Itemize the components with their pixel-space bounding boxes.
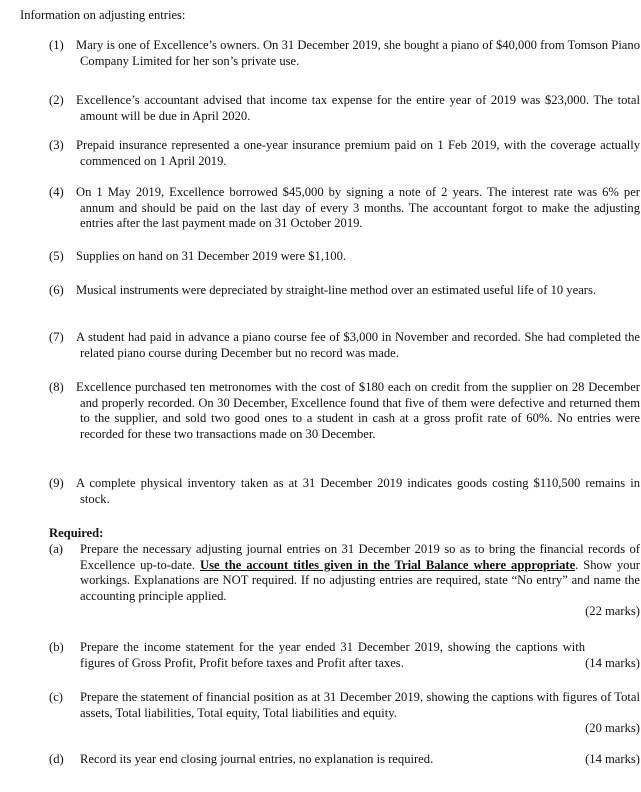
requirement-a xyxy=(49,542,640,620)
entry-text: Supplies on hand on 31 December 2019 were $1,100. xyxy=(76,249,347,263)
requirement-label: (d) xyxy=(49,752,64,766)
required-heading: Required: xyxy=(49,526,104,540)
requirement-text-cont: . Show your workings. Explanations are NOT required. If no adjusting entries are required, state “No entry” and name the accounting principle applied. xyxy=(80,557,640,603)
requirement-marks: (14 marks) xyxy=(585,655,640,670)
requirement-marks: (20 marks) xyxy=(585,721,640,735)
requirement-label: (a) xyxy=(49,542,63,556)
entry-number: (3) xyxy=(49,138,64,152)
adjusting-entry-2 xyxy=(49,93,640,124)
requirement-d xyxy=(49,752,640,768)
entry-number: (4) xyxy=(49,185,64,199)
requirement-c xyxy=(49,690,640,737)
entry-text: A student had paid in advance a piano course fee of $3,000 in November and recorded. She had completed the related piano course during December but no record was made. xyxy=(76,330,640,360)
entry-number: (7) xyxy=(49,330,64,344)
requirement-marks: (22 marks) xyxy=(585,604,640,618)
entry-text: Musical instruments were depreciated by straight-line method over an estimated useful life of 10 years. xyxy=(76,283,597,297)
entry-text: Excellence purchased ten metronomes with the cost of $180 each on credit from the supplier on 28 December and properly recorded. On 30 December, Excellence found that five of them were defective and returned them to the supplier, and sold two good ones to a student in cash at a gross profit rate of 60%. No entries were recorded for these two transactions made on 30 December. xyxy=(76,380,640,441)
entry-text: Excellence’s accountant advised that income tax expense for the entire year of 2019 was $23,000. The total amount will be due in April 2020. xyxy=(76,93,640,123)
entry-number: (1) xyxy=(49,38,64,52)
entry-number: (6) xyxy=(49,283,64,297)
entry-number: (9) xyxy=(49,476,64,490)
adjusting-entry-8 xyxy=(49,380,640,442)
requirement-text: Prepare the necessary adjusting journal entries on 31 December 2019 so as to bring the financial records of Excellence up-to-date. xyxy=(80,542,640,572)
entry-text: A complete physical inventory taken as at 31 December 2019 indicates goods costing $110,500 remains in stock. xyxy=(76,476,640,506)
requirement-emphasis: Use the account titles given in the Trial Balance where appropriate xyxy=(200,557,576,572)
requirement-text: Prepare the income statement for the year ended 31 December 2019, showing the captions with figures of Gross Profit, Profit before taxes and Profit after taxes. xyxy=(80,640,586,670)
requirement-text: Record its year end closing journal entries, no explanation is required. xyxy=(80,752,434,766)
entry-text: Prepaid insurance represented a one-year insurance premium paid on 1 Feb 2019, with the coverage actually commenced on 1 April 2019. xyxy=(76,138,640,168)
requirement-label: (c) xyxy=(49,690,63,704)
requirement-b xyxy=(49,640,640,671)
adjusting-entry-9 xyxy=(49,476,640,507)
entry-number: (2) xyxy=(49,93,64,107)
requirement-label: (b) xyxy=(49,640,64,654)
requirement-text: Prepare the statement of financial position as at 31 December 2019, showing the captions with figures of Total assets, Total liabilities, Total equity, Total liabilities and equity. xyxy=(80,690,640,720)
adjusting-entry-7 xyxy=(49,330,640,361)
entry-number: (8) xyxy=(49,380,64,394)
entry-text: Mary is one of Excellence’s owners. On 31 December 2019, she bought a piano of $40,000 from Tomson Piano Company Limited for her son’s private use. xyxy=(76,38,640,68)
adjusting-entry-1 xyxy=(49,38,640,69)
entry-number: (5) xyxy=(49,249,64,263)
entry-text: On 1 May 2019, Excellence borrowed $45,000 by signing a note of 2 years. The interest rate was 6% per annum and should be paid on the last day of every 3 months. The accountant forgot to make the adjusting entries after the last payment made on 31 October 2019. xyxy=(76,185,640,230)
adjusting-entry-5 xyxy=(49,249,640,265)
adjusting-entry-4 xyxy=(49,185,640,232)
requirement-marks: (14 marks) xyxy=(585,752,640,766)
section-heading: Information on adjusting entries: xyxy=(20,8,186,22)
adjusting-entry-6 xyxy=(49,283,640,299)
adjusting-entry-3 xyxy=(49,138,640,169)
